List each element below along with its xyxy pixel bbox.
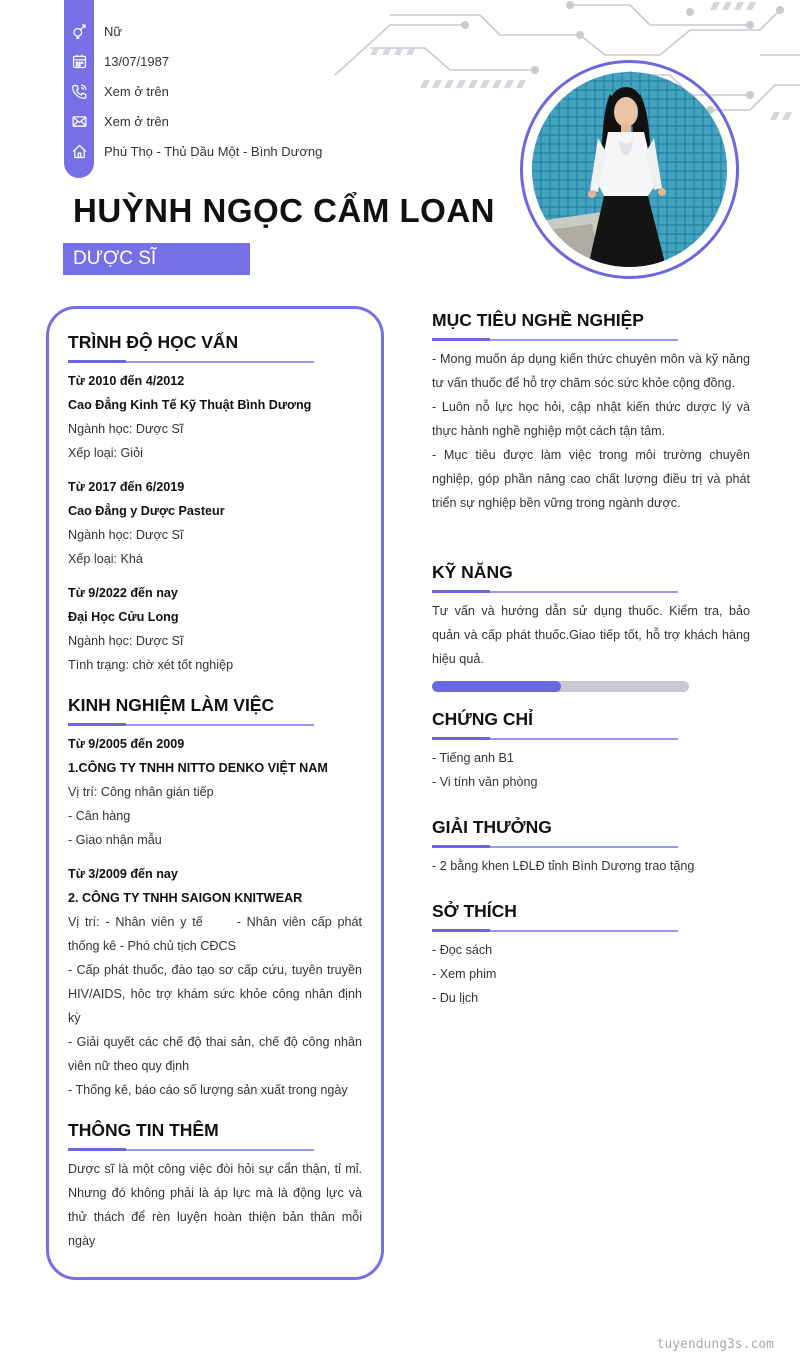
hobby-item: - Đọc sách: [432, 943, 493, 957]
education-item: [68, 581, 362, 677]
job-title: DƯỢC SĨ: [63, 243, 250, 275]
hobbies-title: SỞ THÍCH: [432, 901, 517, 921]
objective-paragraph: - Luôn nỗ lực học hỏi, cập nhật kiến thức dược lý và thực hành nghề nghiệp một cách tận tâm.: [432, 400, 750, 438]
objective-section: [432, 310, 750, 515]
education-line: Tình trạng: chờ xét tốt nghiệp: [68, 658, 234, 672]
skills-section: [432, 562, 750, 692]
objective-paragraph: - Mong muốn áp dụng kiến thức chuyên môn và kỹ năng tư vấn thuốc để hỗ trợ chăm sóc sức khỏe cộng đồng.: [432, 352, 750, 390]
certificate-item: - Tiếng anh B1: [432, 751, 514, 765]
contact-email: [64, 106, 364, 136]
skills-title: KỸ NĂNG: [432, 562, 513, 582]
calendar-icon: [64, 46, 94, 76]
home-icon: [64, 136, 94, 166]
experience-line: - Giao nhận mẫu: [68, 833, 162, 847]
experience-title: KINH NGHIỆM LÀM VIỆC: [68, 695, 275, 715]
footer-watermark: tuyendung3s.com: [656, 1337, 774, 1352]
extra-title: THÔNG TIN THÊM: [68, 1120, 219, 1140]
objective-title: MỤC TIÊU NGHỀ NGHIỆP: [432, 310, 644, 330]
contact-dob: [64, 46, 364, 76]
education-line: Ngành học: Dược Sĩ: [68, 634, 184, 648]
contact-address: [64, 136, 364, 166]
experience-duty: - Giải quyết các chế độ thai sản, chế độ công nhân viên nữ theo quy định: [68, 1035, 362, 1073]
education-school: Cao Đẳng Kinh Tế Kỹ Thuật Bình Dương: [68, 398, 312, 412]
section-divider: [68, 361, 314, 363]
contact-gender: [64, 16, 364, 46]
objective-paragraph: - Mục tiêu được làm việc trong môi trường chuyên nghiệp, góp phần nâng cao chất lượng điều trị và phát triển sự nghiệp bền vững trong ngành dược.: [432, 448, 750, 510]
avatar: [532, 72, 727, 267]
mail-icon: [64, 106, 94, 136]
extra-text: Dược sĩ là một công việc đòi hỏi sự cẩn thận, tỉ mỉ. Nhưng đó không phải là áp lực mà là động lực và thử thách để rèn luyện hoàn thiện bản thân mỗi ngày: [68, 1162, 362, 1248]
contact-phone: [64, 76, 364, 106]
section-divider: [432, 846, 678, 848]
certificates-section: [432, 709, 750, 794]
extra-section: [68, 1120, 362, 1253]
experience-period: Từ 3/2009 đến nay: [68, 867, 178, 881]
section-divider: [68, 1149, 314, 1151]
education-line: Xếp loại: Khá: [68, 552, 143, 566]
contact-gender-text: Nữ: [104, 23, 123, 39]
candidate-name: HUỲNH NGỌC CẨM LOAN: [73, 192, 495, 229]
experience-item: [68, 862, 362, 1102]
skills-text: Tư vấn và hướng dẫn sử dụng thuốc. Kiểm tra, bảo quản và cấp phát thuốc.Giao tiếp tốt, hỗ trợ khách hàng hiệu quả.: [432, 604, 750, 666]
education-section: [68, 332, 362, 677]
skill-level-bar: [432, 681, 689, 692]
education-school: Đại Học Cửu Long: [68, 610, 179, 624]
education-item: [68, 475, 362, 571]
experience-period: Từ 9/2005 đến 2009: [68, 737, 185, 751]
education-period: Từ 9/2022 đến nay: [68, 586, 178, 600]
experience-company: 2. CÔNG TY TNHH SAIGON KNITWEAR: [68, 891, 303, 905]
experience-duty: - Thống kê, báo cáo số lượng sản xuất trong ngày: [68, 1083, 348, 1097]
experience-line: - Cân hàng: [68, 809, 131, 823]
experience-company: 1.CÔNG TY TNHH NITTO DENKO VIỆT NAM: [68, 761, 328, 775]
awards-title: GIẢI THƯỞNG: [432, 817, 552, 837]
certificates-title: CHỨNG CHỈ: [432, 709, 534, 729]
hobby-item: - Du lịch: [432, 991, 479, 1005]
education-period: Từ 2017 đến 6/2019: [68, 480, 185, 494]
section-divider: [432, 591, 678, 593]
contact-phone-text: Xem ở trên: [104, 83, 169, 99]
experience-item: [68, 732, 362, 852]
position-b: - Nhân viên cấp phát thống kê - Phó chủ tịch CĐCS: [68, 915, 362, 953]
phone-icon: [64, 76, 94, 106]
section-divider: [432, 339, 678, 341]
experience-duty: - Cấp phát thuốc, đào tạo sơ cấp cứu, tuyên truyền HIV/AIDS, hôc trợ khám sức khỏe công nhân định kỳ: [68, 963, 362, 1025]
education-item: [68, 369, 362, 465]
award-item: - 2 bằng khen LĐLĐ tỉnh Bình Dương trao tặng: [432, 859, 695, 873]
position-a: Vị trí: - Nhân viên y tế: [68, 915, 203, 929]
contact-email-text: Xem ở trên: [104, 113, 169, 129]
contact-address-text: Phú Thọ - Thủ Dầu Một - Bình Dương: [104, 143, 323, 159]
hobby-item: - Xem phim: [432, 967, 497, 981]
contact-dob-text: 13/07/1987: [104, 53, 170, 69]
section-divider: [68, 724, 314, 726]
education-period: Từ 2010 đến 4/2012: [68, 374, 185, 388]
experience-line: Vị trí: Công nhân gián tiếp: [68, 785, 214, 799]
experience-section: [68, 695, 362, 1102]
education-line: Ngành học: Dược Sĩ: [68, 422, 184, 436]
education-title: TRÌNH ĐỘ HỌC VẤN: [68, 332, 239, 352]
education-line: Ngành học: Dược Sĩ: [68, 528, 184, 542]
certificate-item: - Vi tính văn phòng: [432, 775, 538, 789]
skill-level-fill: [432, 681, 561, 692]
section-divider: [432, 738, 678, 740]
awards-section: [432, 817, 750, 878]
hobbies-section: [432, 901, 750, 1010]
education-school: Cao Đẳng y Dược Pasteur: [68, 504, 225, 518]
experience-position: [68, 910, 362, 958]
education-line: Xếp loại: Giỏi: [68, 446, 143, 460]
gender-icon: [64, 16, 94, 46]
section-divider: [432, 930, 678, 932]
